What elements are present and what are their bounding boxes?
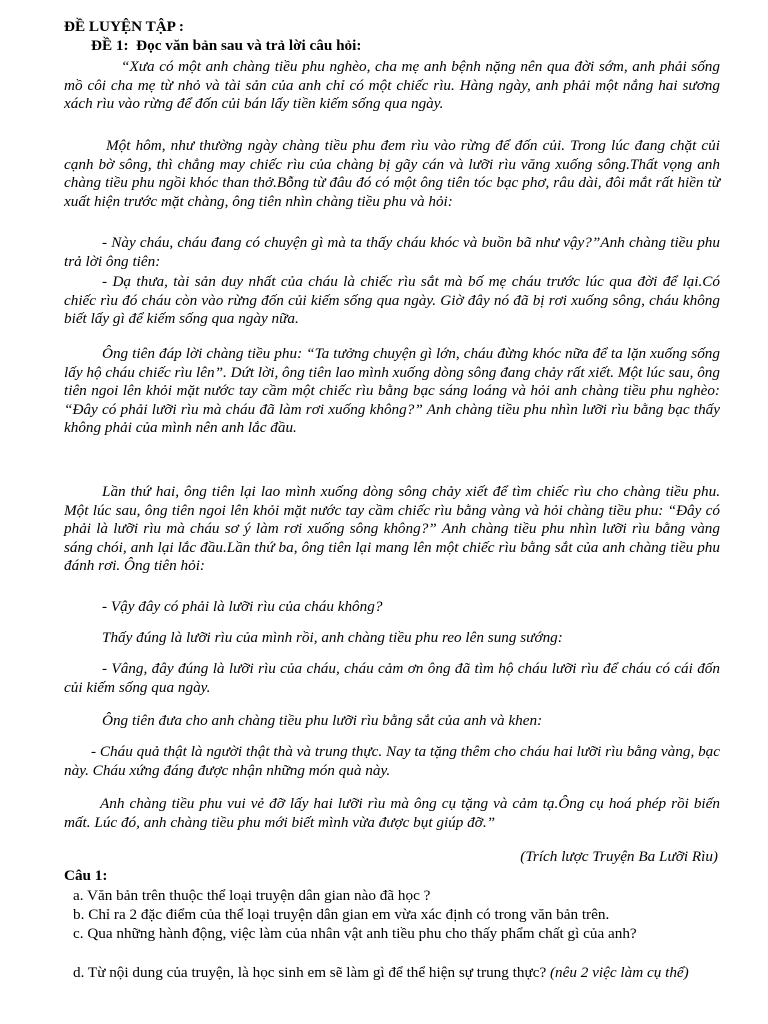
exercise-title bbox=[91, 37, 361, 56]
question-item-text: d. Từ nội dung của truyện, là học sinh em sẽ làm gì để thể hiện sự trung thực? bbox=[73, 964, 550, 981]
story-paragraph: Anh chàng tiều phu vui vẻ đỡ lấy hai lưỡi rìu mà ông cụ tặng và cảm tạ.Ông cụ hoá phép rồi biến mất. Lúc đó, anh chàng tiều phu mới biết mình vừa được bụt giúp đỡ.” bbox=[64, 795, 720, 831]
exercise-label: ĐỀ 1: bbox=[91, 37, 129, 54]
page-heading: ĐỀ LUYỆN TẬP : bbox=[64, 18, 184, 35]
question-item: c. Qua những hành động, việc làm của nhân vật anh tiều phu cho thấy phẩm chất gì của anh? bbox=[73, 925, 637, 942]
question-item: a. Văn bản trên thuộc thể loại truyện dân gian nào đã học ? bbox=[73, 887, 431, 904]
story-paragraph: Ông tiên đưa cho anh chàng tiều phu lưỡi rìu bằng sắt của anh và khen: bbox=[102, 712, 543, 729]
question-title: Câu 1: bbox=[64, 867, 108, 884]
story-paragraph: - Dạ thưa, tài sản duy nhất của cháu là chiếc rìu sắt mà bố mẹ cháu trước lúc qua đời để lại.Có chiếc rìu đó cháu còn vào rừng đốn củi kiếm sống qua ngày. Giờ đây nó đã bị rơi xuống sông, cháu không biết lấy gì để kiếm sống qua ngày nữa. bbox=[64, 273, 720, 328]
source-citation: (Trích lược Truyện Ba Lưỡi Rìu) bbox=[520, 848, 718, 865]
question-item: b. Chỉ ra 2 đặc điểm của thể loại truyện dân gian em vừa xác định có trong văn bản trên. bbox=[73, 906, 610, 923]
story-paragraph: Một hôm, như thường ngày chàng tiều phu đem rìu vào rừng để đốn củi. Trong lúc đang chặt củi cạnh bờ sông, thì chẳng may chiếc rìu của chàng bị gãy cán và lưỡi rìu văng xuống sông.Thất vọng anh chàng tiều phu ngồi khóc than thở.Bỗng từ đâu đó có một ông tiên tóc bạc phơ, râu dài, đôi mắt rất hiền từ xuất hiện trước mặt chàng, ông tiên nhìn chàng tiều phu và hỏi: bbox=[64, 137, 720, 210]
story-paragraph: Thấy đúng là lưỡi rìu của mình rồi, anh chàng tiều phu reo lên sung sướng: bbox=[102, 629, 563, 646]
story-paragraph: Lần thứ hai, ông tiên lại lao mình xuống dòng sông chảy xiết để tìm chiếc rìu cho chàng tiều phu. Một lúc sau, ông tiên ngoi lên khỏi mặt nước tay cầm chiếc rìu bằng vàng và hỏi chàng tiều phu: “Đây có phải là lưỡi rìu mà cháu sơ ý làm rơi xuống sông không?” Anh chàng tiều phu nhìn lưỡi rìu bằng vàng sáng chói, anh lại lắc đầu.Lần thứ ba, ông tiên lại mang lên một chiếc rìu bằng sắt của anh chàng tiều phu đánh rơi. Ông tiên hỏi: bbox=[64, 483, 720, 575]
question-item bbox=[64, 964, 720, 983]
story-paragraph: - Vâng, đây đúng là lưỡi rìu của cháu, cháu cảm ơn ông đã tìm hộ cháu lưỡi rìu để cháu có cái đốn củi kiếm sống qua ngày. bbox=[64, 660, 720, 696]
story-paragraph: - Vậy đây có phải là lưỡi rìu của cháu không? bbox=[102, 598, 383, 615]
story-paragraph: “Xưa có một anh chàng tiều phu nghèo, cha mẹ anh bệnh nặng nên qua đời sớm, anh phải sống mồ côi cha mẹ từ nhỏ và tài sản của anh chỉ có một chiếc rìu. Hàng ngày, anh phải một nắng hai sương xách rìu vào rừng để đốn củi bán lấy tiền kiếm sống qua ngày. bbox=[64, 58, 720, 113]
story-paragraph: - Cháu quả thật là người thật thà và trung thực. Nay ta tặng thêm cho cháu hai lưỡi rìu bằng vàng, bạc này. Cháu xứng đáng được nhận những món quà này. bbox=[64, 743, 720, 779]
story-paragraph: - Này cháu, cháu đang có chuyện gì mà ta thấy cháu khóc và buồn bã như vậy?”Anh chàng tiều phu trả lời ông tiên: bbox=[64, 234, 720, 270]
question-item-note: (nêu 2 việc làm cụ thể) bbox=[549, 964, 689, 981]
exercise-instruction: Đọc văn bản sau và trả lời câu hỏi: bbox=[136, 37, 362, 54]
story-paragraph: Ông tiên đáp lời chàng tiều phu: “Ta tưởng chuyện gì lớn, cháu đừng khóc nữa để ta lặn xuống sống lấy hộ cháu chiếc rìu lên”. Dứt lời, ông tiên lao mình xuống dòng sông đang chảy rất xiết. Một lúc sau, ông tiên ngoi lên khỏi mặt nước tay cầm một chiếc rìu bằng bạc sáng loáng và hỏi anh chàng tiều phu nghèo: “Đây có phải lưỡi rìu mà cháu đã làm rơi xuống không?” Anh chàng tiều phu nhìn lưỡi rìu bằng bạc thấy không phải của mình nên anh lắc đầu. bbox=[64, 345, 720, 437]
